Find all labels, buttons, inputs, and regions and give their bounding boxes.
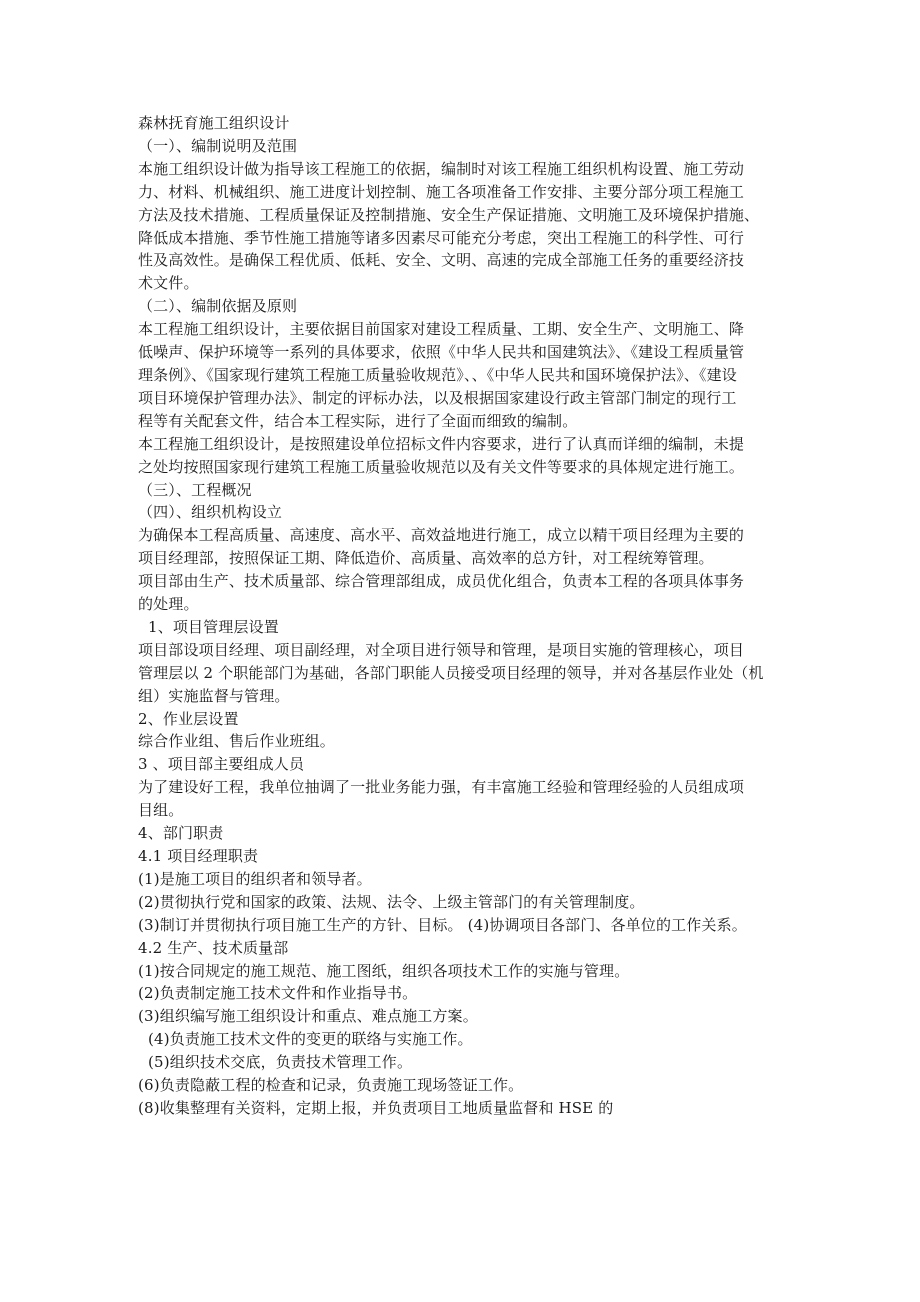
paragraph-line: 术文件。 [138, 274, 199, 293]
list-item: (1)是施工项目的组织者和领导者。 [138, 869, 372, 888]
subsection-heading-4-1: 4.1 项目经理职责 [138, 847, 259, 865]
section-heading-1: （一）、编制说明及范围 [138, 136, 298, 155]
list-item: (3)组织编写施工组织设计和重点、难点施工方案。 [138, 1007, 478, 1026]
section-heading-4: （四）、组织机构设立 [138, 503, 283, 522]
paragraph-line: 项目部由生产、技术质量部、综合管理部组成，成员优化组合，负责本工程的各项具体事务 [138, 572, 745, 591]
paragraph-line: 的处理。 [138, 595, 199, 614]
list-item: (4)负责施工技术文件的变更的联络与实施工作。 [148, 1030, 473, 1049]
paragraph-line: 力、材料、机械组织、施工进度计划控制、施工各项准备工作安排、主要分部分项工程施工 [138, 182, 745, 201]
list-item: (2)负责制定施工技术文件和作业指导书。 [138, 984, 418, 1003]
paragraph-line: 方法及技术措施、工程质量保证及控制措施、安全生产保证措施、文明施工及环境保护措施、 [138, 205, 760, 224]
paragraph-line: 本工程施工组织设计，主要依据目前国家对建设工程质量、工期、安全生产、文明施工、降 [138, 320, 745, 339]
paragraph-line: 程等有关配套文件，结合本工程实际，进行了全面而细致的编制。 [138, 411, 578, 430]
paragraph-line: 性及高效性。是确保工程优质、低耗、安全、文明、高速的完成全部施工任务的重要经济技 [138, 251, 745, 270]
list-item: (5)组织技术交底，负责技术管理工作。 [148, 1053, 413, 1072]
paragraph-line: 理条例》、《国家现行建筑工程施工质量验收规范》、、《中华人民共和国环境保护法》、《建设 [138, 365, 737, 384]
paragraph-line: 项目经理部，按照保证工期、降低造价、高质量、高效率的总方针，对工程统筹管理。 [138, 549, 714, 568]
document-title: 森林抚育施工组织设计 [138, 114, 290, 132]
paragraph-line: 为确保本工程高质量、高速度、高水平、高效益地进行施工，成立以精干项目经理为主要的 [138, 526, 745, 545]
paragraph-line: 管理层以 2 个职能部门为基础，各部门职能人员接受项目经理的领导，并对各基层作业处（机 [138, 663, 764, 682]
paragraph-line: 本施工组织设计做为指导该工程施工的依据，编制时对该工程施工组织机构设置、施工劳动 [138, 159, 745, 178]
list-item: (8)收集整理有关资料，定期上报，并负责项目工地质量监督和 HSE 的 [138, 1098, 614, 1117]
list-item: (3)制订并贯彻执行项目施工生产的方针、目标。 (4)协调项目各部门、各单位的工作关系。 [138, 915, 747, 934]
paragraph-line: 组）实施监督与管理。 [138, 686, 290, 705]
document-page [138, 112, 788, 1120]
paragraph-line: 综合作业组、售后作业班组。 [138, 732, 335, 751]
list-item: (6)负责隐蔽工程的检查和记录，负责施工现场签证工作。 [138, 1076, 524, 1095]
paragraph-line: 项目部设项目经理、项目副经理，对全项目进行领导和管理，是项目实施的管理核心，项目 [138, 640, 745, 659]
paragraph-line: 低噪声、保护环境等一系列的具体要求，依照《中华人民共和国建筑法》、《建设工程质量管 [138, 343, 745, 362]
subsection-heading-4: 4、部门职责 [138, 824, 224, 843]
paragraph-line: 项目环境保护管理办法》、制定的评标办法，以及根据国家建设行政主管部门制定的现行工 [138, 388, 737, 407]
paragraph-line: 之处均按照国家现行建筑工程施工质量验收规范以及有关文件等要求的具体规定进行施工。 [138, 457, 745, 476]
paragraph-line: 为了建设好工程，我单位抽调了一批业务能力强，有丰富施工经验和管理经验的人员组成项 [138, 778, 745, 797]
section-heading-2: （二）、编制依据及原则 [138, 297, 298, 316]
subsection-heading-2: 2、作业层设置 [138, 709, 239, 728]
list-item: (1)按合同规定的施工规范、施工图纸，组织各项技术工作的实施与管理。 [138, 961, 630, 980]
paragraph-line: 降低成本措施、季节性施工措施等诸多因素尽可能充分考虑，突出工程施工的科学性、可行 [138, 228, 745, 247]
subsection-heading-3: 3 、项目部主要组成人员 [138, 755, 305, 774]
subsection-heading-4-2: 4.2 生产、技术质量部 [138, 938, 289, 957]
paragraph-line: 目组。 [138, 801, 184, 820]
section-heading-3: （三）、工程概况 [138, 480, 252, 499]
list-item: (2)贯彻执行党和国家的政策、法规、法令、上级主管部门的有关管理制度。 [138, 892, 645, 911]
paragraph-line: 本工程施工组织设计，是按照建设单位招标文件内容要求，进行了认真而详细的编制，未提 [138, 434, 745, 453]
subsection-heading-1: 1、项目管理层设置 [148, 617, 279, 636]
